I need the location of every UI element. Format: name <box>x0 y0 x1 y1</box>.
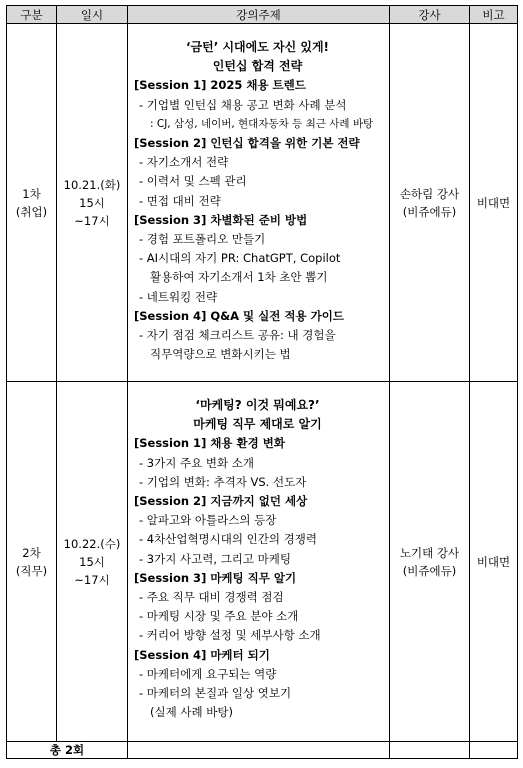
topic-item: : CJ, 삼성, 네이버, 현대자동차 등 최근 사례 바탕 <box>150 117 374 130</box>
topic-item: - 경험 포트폴리오 만들기 <box>139 232 266 247</box>
instructor-name: 손하림 강사 <box>399 186 460 201</box>
topic-item: - 주요 직무 대비 경쟁력 점검 <box>139 590 284 605</box>
topic-title-line2: 마케팅 직무 제대로 알기 <box>193 417 322 432</box>
topic-item: - 자기 점검 체크리스트 공유: 내 경험을 <box>139 328 336 343</box>
instructor-org: (비쥬에듀) <box>402 563 457 578</box>
topic-item: - 3가지 사고력, 그리고 마케팅 <box>139 551 291 566</box>
session-heading: [Session 4] Q&A 및 실전 적용 가이드 <box>134 308 344 323</box>
session-heading: [Session 3] 차별화된 준비 방법 <box>134 212 308 227</box>
total-empty-instructor <box>390 742 470 759</box>
header-remarks: 비고 <box>470 6 518 24</box>
topic-item: - 면접 대비 전략 <box>139 193 221 208</box>
topic-item: - 커리어 방향 설정 및 세부사항 소개 <box>139 628 321 643</box>
header-row <box>7 6 518 24</box>
topic-cell <box>128 24 390 382</box>
total-count: 총 2회 <box>7 742 128 759</box>
topic-item: - 네트워킹 전략 <box>139 289 218 304</box>
session-heading: [Session 3] 마케팅 직무 알기 <box>134 570 297 585</box>
topic-lines <box>134 76 389 364</box>
session-row-2 <box>7 382 518 742</box>
topic-item: - 마케터에게 요구되는 역량 <box>139 666 277 681</box>
topic-item: - 마케터의 본질과 일상 엿보기 <box>139 686 292 701</box>
instructor-cell <box>390 382 470 742</box>
division-number: 1차 <box>22 186 41 201</box>
division-cell <box>7 382 57 742</box>
division-number: 2차 <box>22 545 41 560</box>
topic-item: - 4차산업혁명시대의 인간의 경쟁력 <box>139 532 317 547</box>
header-division: 구분 <box>7 6 57 24</box>
datetime-cell <box>57 382 128 742</box>
topic-item: - AI시대의 자기 PR: ChatGPT, Copilot <box>139 251 341 266</box>
topic-item: - 3가지 주요 변화 소개 <box>139 455 254 470</box>
topic-item: 활용하여 자기소개서 1차 초안 뽑기 <box>150 270 328 285</box>
end-time: ~17시 <box>74 213 110 228</box>
start-time: 15시 <box>79 554 105 569</box>
topic-item: - 알파고와 아틀라스의 등장 <box>139 513 277 528</box>
topic-item: - 기업의 변화: 추격자 VS. 선도자 <box>139 474 307 489</box>
datetime-cell <box>57 24 128 382</box>
session-heading: [Session 4] 마케터 되기 <box>134 647 270 662</box>
topic-item: - 이력서 및 스펙 관리 <box>139 174 247 189</box>
total-empty-remarks <box>470 742 518 759</box>
session-heading: [Session 1] 채용 환경 변화 <box>134 436 285 451</box>
header-instructor: 강사 <box>390 6 470 24</box>
header-topic: 강의주제 <box>128 6 390 24</box>
topic-title-line2: 인턴십 합격 전략 <box>212 59 303 74</box>
remarks-cell: 비대면 <box>470 24 518 382</box>
instructor-org: (비쥬에듀) <box>402 204 457 219</box>
lecture-schedule-table <box>6 5 518 759</box>
end-time: ~17시 <box>74 572 110 587</box>
session-heading: [Session 2] 인턴십 합격을 위한 기본 전략 <box>134 136 360 151</box>
session-heading: [Session 1] 2025 채용 트렌드 <box>134 78 306 93</box>
division-type: (취업) <box>15 204 48 219</box>
start-time: 15시 <box>79 195 105 210</box>
header-datetime: 일시 <box>57 6 128 24</box>
topic-item: - 마케팅 시장 및 주요 분야 소개 <box>139 609 299 624</box>
total-empty-topic <box>128 742 390 759</box>
total-row <box>7 742 518 759</box>
remarks-cell: 비대면 <box>470 382 518 742</box>
session-row-1 <box>7 24 518 382</box>
division-type: (직무) <box>15 563 48 578</box>
topic-item: - 자기소개서 전략 <box>139 155 229 170</box>
topic-cell <box>128 382 390 742</box>
topic-item: - 기업별 인턴십 채용 공고 변화 사례 분석 <box>139 97 347 112</box>
topic-item: 직무역량으로 변화시키는 법 <box>150 347 291 362</box>
topic-title-line1: ‘금턴’ 시대에도 자신 있게! <box>185 40 330 54</box>
instructor-name: 노기태 강사 <box>399 545 460 560</box>
date-text: 10.22.(수) <box>63 536 121 551</box>
instructor-cell <box>390 24 470 382</box>
session-heading: [Session 2] 지금까지 없던 세상 <box>134 494 308 509</box>
topic-title-line1: ‘마케팅? 이것 뭐예요?’ <box>195 398 320 412</box>
date-text: 10.21.(화) <box>63 177 121 192</box>
topic-lines <box>134 434 389 722</box>
division-cell <box>7 24 57 382</box>
topic-item: (실제 사례 바탕) <box>150 705 233 720</box>
